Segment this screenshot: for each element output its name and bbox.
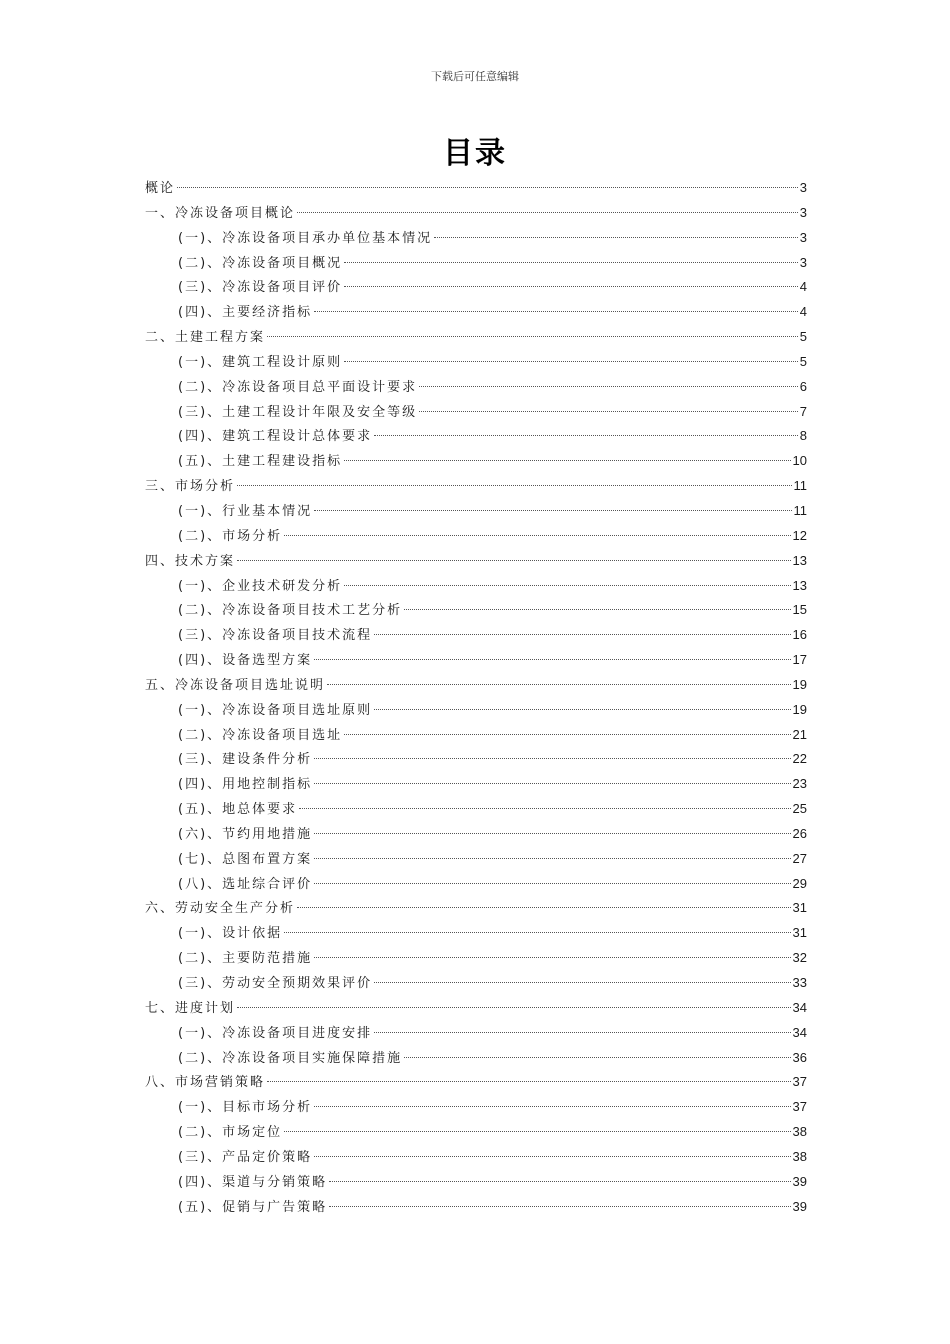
toc-entry-label: (四)、设备选型方案 — [178, 653, 313, 669]
toc-entry-label: (二)、市场定位 — [178, 1125, 283, 1141]
toc-page-number: 6 — [799, 378, 807, 394]
toc-leader-dots — [314, 311, 798, 312]
toc-leader-dots — [297, 212, 798, 213]
toc-entry-label: (四)、主要经济指标 — [178, 305, 313, 321]
toc-page-number: 5 — [799, 353, 807, 369]
toc-leader-dots — [237, 1007, 791, 1008]
toc-entry[interactable] — [145, 921, 807, 946]
toc-page-number: 15 — [792, 602, 807, 618]
toc-page-number: 36 — [792, 1049, 807, 1065]
toc-page-number: 10 — [792, 453, 807, 469]
toc-entry[interactable] — [145, 1070, 807, 1095]
toc-leader-dots — [374, 435, 798, 436]
toc-page-number: 31 — [792, 925, 807, 941]
toc-entry-label: (三)、建设条件分析 — [178, 752, 313, 768]
toc-entry[interactable] — [145, 1195, 807, 1220]
toc-entry[interactable] — [145, 1021, 807, 1046]
toc-page-number: 31 — [792, 900, 807, 916]
toc-page-number: 32 — [792, 950, 807, 966]
toc-leader-dots — [374, 709, 790, 710]
toc-leader-dots — [267, 1081, 791, 1082]
toc-entry[interactable] — [145, 1170, 807, 1195]
toc-entry-label: (三)、冷冻设备项目评价 — [178, 280, 343, 296]
toc-entry-label: (一)、冷冻设备项目选址原则 — [178, 702, 373, 718]
toc-leader-dots — [344, 460, 790, 461]
toc-entry[interactable] — [145, 772, 807, 797]
toc-entry[interactable] — [145, 797, 807, 822]
toc-entry[interactable] — [145, 996, 807, 1021]
toc-entry[interactable] — [145, 747, 807, 772]
toc-leader-dots — [297, 907, 791, 908]
toc-leader-dots — [299, 808, 790, 809]
toc-leader-dots — [374, 634, 790, 635]
toc-leader-dots — [237, 485, 791, 486]
toc-entry[interactable] — [145, 623, 807, 648]
toc-entry[interactable] — [145, 1120, 807, 1145]
toc-entry-label: 五、冷冻设备项目选址说明 — [145, 677, 326, 693]
toc-page-number: 4 — [799, 304, 807, 320]
toc-leader-dots — [344, 734, 790, 735]
toc-leader-dots — [374, 982, 790, 983]
toc-page-number: 3 — [799, 204, 807, 220]
toc-entry-label: (五)、促销与广告策略 — [178, 1199, 328, 1215]
toc-entry-label: 一、冷冻设备项目概论 — [145, 205, 296, 221]
toc-page-number: 13 — [792, 552, 807, 568]
toc-entry[interactable] — [145, 226, 807, 251]
toc-entry-label: (四)、用地控制指标 — [178, 777, 313, 793]
toc-leader-dots — [314, 1106, 790, 1107]
toc-entry-label: (一)、建筑工程设计原则 — [178, 354, 343, 370]
toc-page-number: 3 — [799, 254, 807, 270]
page-title: 目录 — [443, 136, 507, 171]
header-note: 下载后可任意编辑 — [431, 70, 519, 83]
toc-leader-dots — [404, 1057, 790, 1058]
toc-leader-dots — [344, 286, 798, 287]
toc-entry[interactable] — [145, 474, 807, 499]
toc-leader-dots — [314, 957, 790, 958]
toc-entry-label: (二)、冷冻设备项目概况 — [178, 255, 343, 271]
toc-entry[interactable] — [145, 1046, 807, 1071]
toc-entry-label: (一)、目标市场分析 — [178, 1100, 313, 1116]
toc-entry[interactable] — [145, 1145, 807, 1170]
toc-entry[interactable] — [145, 1095, 807, 1120]
toc-page-number: 38 — [792, 1148, 807, 1164]
toc-page-number: 33 — [792, 975, 807, 990]
toc-leader-dots — [314, 783, 790, 784]
toc-page-number: 11 — [793, 502, 807, 518]
toc-leader-dots — [284, 535, 790, 536]
toc-entry-label: (二)、冷冻设备项目技术工艺分析 — [178, 603, 403, 619]
toc-entry-label: 三、市场分析 — [145, 479, 236, 495]
toc-page-number: 7 — [799, 403, 807, 419]
toc-leader-dots — [327, 684, 791, 685]
toc-page-number: 17 — [792, 652, 807, 668]
toc-page-number: 21 — [792, 726, 807, 742]
toc-entry[interactable] — [145, 375, 807, 400]
toc-entry[interactable] — [145, 698, 807, 723]
toc-entry-label: (三)、产品定价策略 — [178, 1149, 313, 1165]
toc-leader-dots — [314, 1156, 790, 1157]
toc-entry[interactable] — [145, 499, 807, 524]
toc-leader-dots — [284, 932, 790, 933]
toc-entry[interactable] — [145, 872, 807, 897]
toc-entry[interactable] — [145, 524, 807, 549]
toc-entry[interactable] — [145, 300, 807, 325]
toc-page-number: 8 — [799, 428, 807, 444]
toc-entry-label: (四)、建筑工程设计总体要求 — [178, 429, 373, 445]
toc-page-number: 19 — [792, 701, 807, 717]
toc-leader-dots — [344, 585, 790, 586]
toc-entry-label: (一)、设计依据 — [178, 926, 283, 942]
toc-entry-label: (一)、冷冻设备项目进度安排 — [178, 1025, 373, 1041]
toc-leader-dots — [314, 510, 791, 511]
toc-page-number: 27 — [792, 850, 807, 866]
toc-entry[interactable] — [145, 896, 807, 921]
toc-page-number: 39 — [792, 1173, 807, 1189]
toc-entry-label: (七)、总图布置方案 — [178, 851, 313, 867]
toc-leader-dots — [314, 883, 790, 884]
toc-entry[interactable] — [145, 400, 807, 425]
toc-page-number: 11 — [793, 478, 807, 494]
toc-page-number: 37 — [792, 1099, 807, 1115]
toc-entry-label: (一)、行业基本情况 — [178, 503, 313, 519]
table-of-contents — [145, 176, 807, 1219]
toc-entry-label: (一)、企业技术研发分析 — [178, 578, 343, 594]
toc-leader-dots — [419, 411, 798, 412]
toc-entry[interactable] — [145, 822, 807, 847]
toc-entry-label: 七、进度计划 — [145, 1000, 236, 1016]
toc-page-number: 26 — [792, 825, 807, 841]
toc-leader-dots — [237, 560, 791, 561]
toc-leader-dots — [314, 659, 790, 660]
toc-entry-label: (二)、冷冻设备项目实施保障措施 — [178, 1050, 403, 1066]
toc-leader-dots — [434, 237, 798, 238]
toc-leader-dots — [314, 758, 790, 759]
toc-entry-label: 四、技术方案 — [145, 553, 236, 569]
toc-page-number: 3 — [799, 180, 807, 195]
toc-entry-label: (二)、冷冻设备项目总平面设计要求 — [178, 379, 418, 395]
toc-entry[interactable] — [145, 723, 807, 748]
toc-page-number: 5 — [799, 329, 807, 345]
toc-page-number: 37 — [792, 1074, 807, 1090]
toc-entry-label: 八、市场营销策略 — [145, 1075, 266, 1091]
toc-page-number: 22 — [792, 751, 807, 767]
toc-leader-dots — [284, 1131, 790, 1132]
toc-entry-label: (二)、市场分析 — [178, 528, 283, 544]
toc-leader-dots — [344, 262, 798, 263]
toc-entry-label: (八)、选址综合评价 — [178, 876, 313, 892]
toc-entry[interactable] — [145, 598, 807, 623]
toc-entry-label: 六、劳动安全生产分析 — [145, 901, 296, 917]
toc-entry[interactable] — [145, 847, 807, 872]
toc-leader-dots — [177, 187, 798, 188]
toc-page-number: 23 — [792, 776, 807, 792]
toc-entry[interactable] — [145, 549, 807, 574]
toc-leader-dots — [419, 386, 798, 387]
toc-entry[interactable] — [145, 275, 807, 300]
toc-entry[interactable] — [145, 971, 807, 996]
toc-leader-dots — [329, 1181, 790, 1182]
toc-entry-label: 二、土建工程方案 — [145, 330, 266, 346]
toc-leader-dots — [314, 833, 790, 834]
toc-page-number: 3 — [799, 229, 807, 245]
toc-entry[interactable] — [145, 648, 807, 673]
toc-page-number: 29 — [792, 875, 807, 891]
toc-leader-dots — [314, 858, 790, 859]
toc-entry-label: (三)、土建工程设计年限及安全等级 — [178, 404, 418, 420]
toc-entry-label: (五)、土建工程建设指标 — [178, 454, 343, 470]
toc-entry-label: 概论 — [145, 181, 176, 196]
toc-leader-dots — [329, 1206, 790, 1207]
toc-entry-label: (四)、渠道与分销策略 — [178, 1174, 328, 1190]
toc-entry-label: (三)、冷冻设备项目技术流程 — [178, 628, 373, 644]
toc-entry[interactable] — [145, 251, 807, 276]
toc-page-number: 39 — [792, 1198, 807, 1214]
toc-entry[interactable] — [145, 201, 807, 226]
toc-entry[interactable] — [145, 176, 807, 201]
toc-entry[interactable] — [145, 673, 807, 698]
toc-entry-label: (一)、冷冻设备项目承办单位基本情况 — [178, 230, 433, 246]
toc-entry[interactable] — [145, 449, 807, 474]
toc-entry[interactable] — [145, 574, 807, 599]
toc-page-number: 38 — [792, 1124, 807, 1140]
toc-page-number: 16 — [792, 627, 807, 643]
toc-leader-dots — [344, 361, 798, 362]
toc-entry[interactable] — [145, 350, 807, 375]
toc-leader-dots — [267, 336, 798, 337]
toc-leader-dots — [374, 1032, 790, 1033]
toc-entry[interactable] — [145, 424, 807, 449]
toc-page-number: 13 — [792, 577, 807, 593]
toc-page-number: 25 — [792, 801, 807, 817]
toc-page-number: 4 — [799, 279, 807, 295]
toc-entry-label: (三)、劳动安全预期效果评价 — [178, 976, 373, 991]
toc-entry[interactable] — [145, 946, 807, 971]
toc-page-number: 34 — [792, 999, 807, 1015]
toc-entry-label: (二)、冷冻设备项目选址 — [178, 727, 343, 743]
toc-page-number: 19 — [792, 676, 807, 692]
toc-page-number: 34 — [792, 1024, 807, 1040]
toc-leader-dots — [404, 609, 790, 610]
toc-entry-label: (五)、地总体要求 — [178, 802, 298, 818]
toc-entry-label: (六)、节约用地措施 — [178, 826, 313, 842]
toc-entry-label: (二)、主要防范措施 — [178, 951, 313, 967]
toc-page-number: 12 — [792, 527, 807, 543]
toc-entry[interactable] — [145, 325, 807, 350]
